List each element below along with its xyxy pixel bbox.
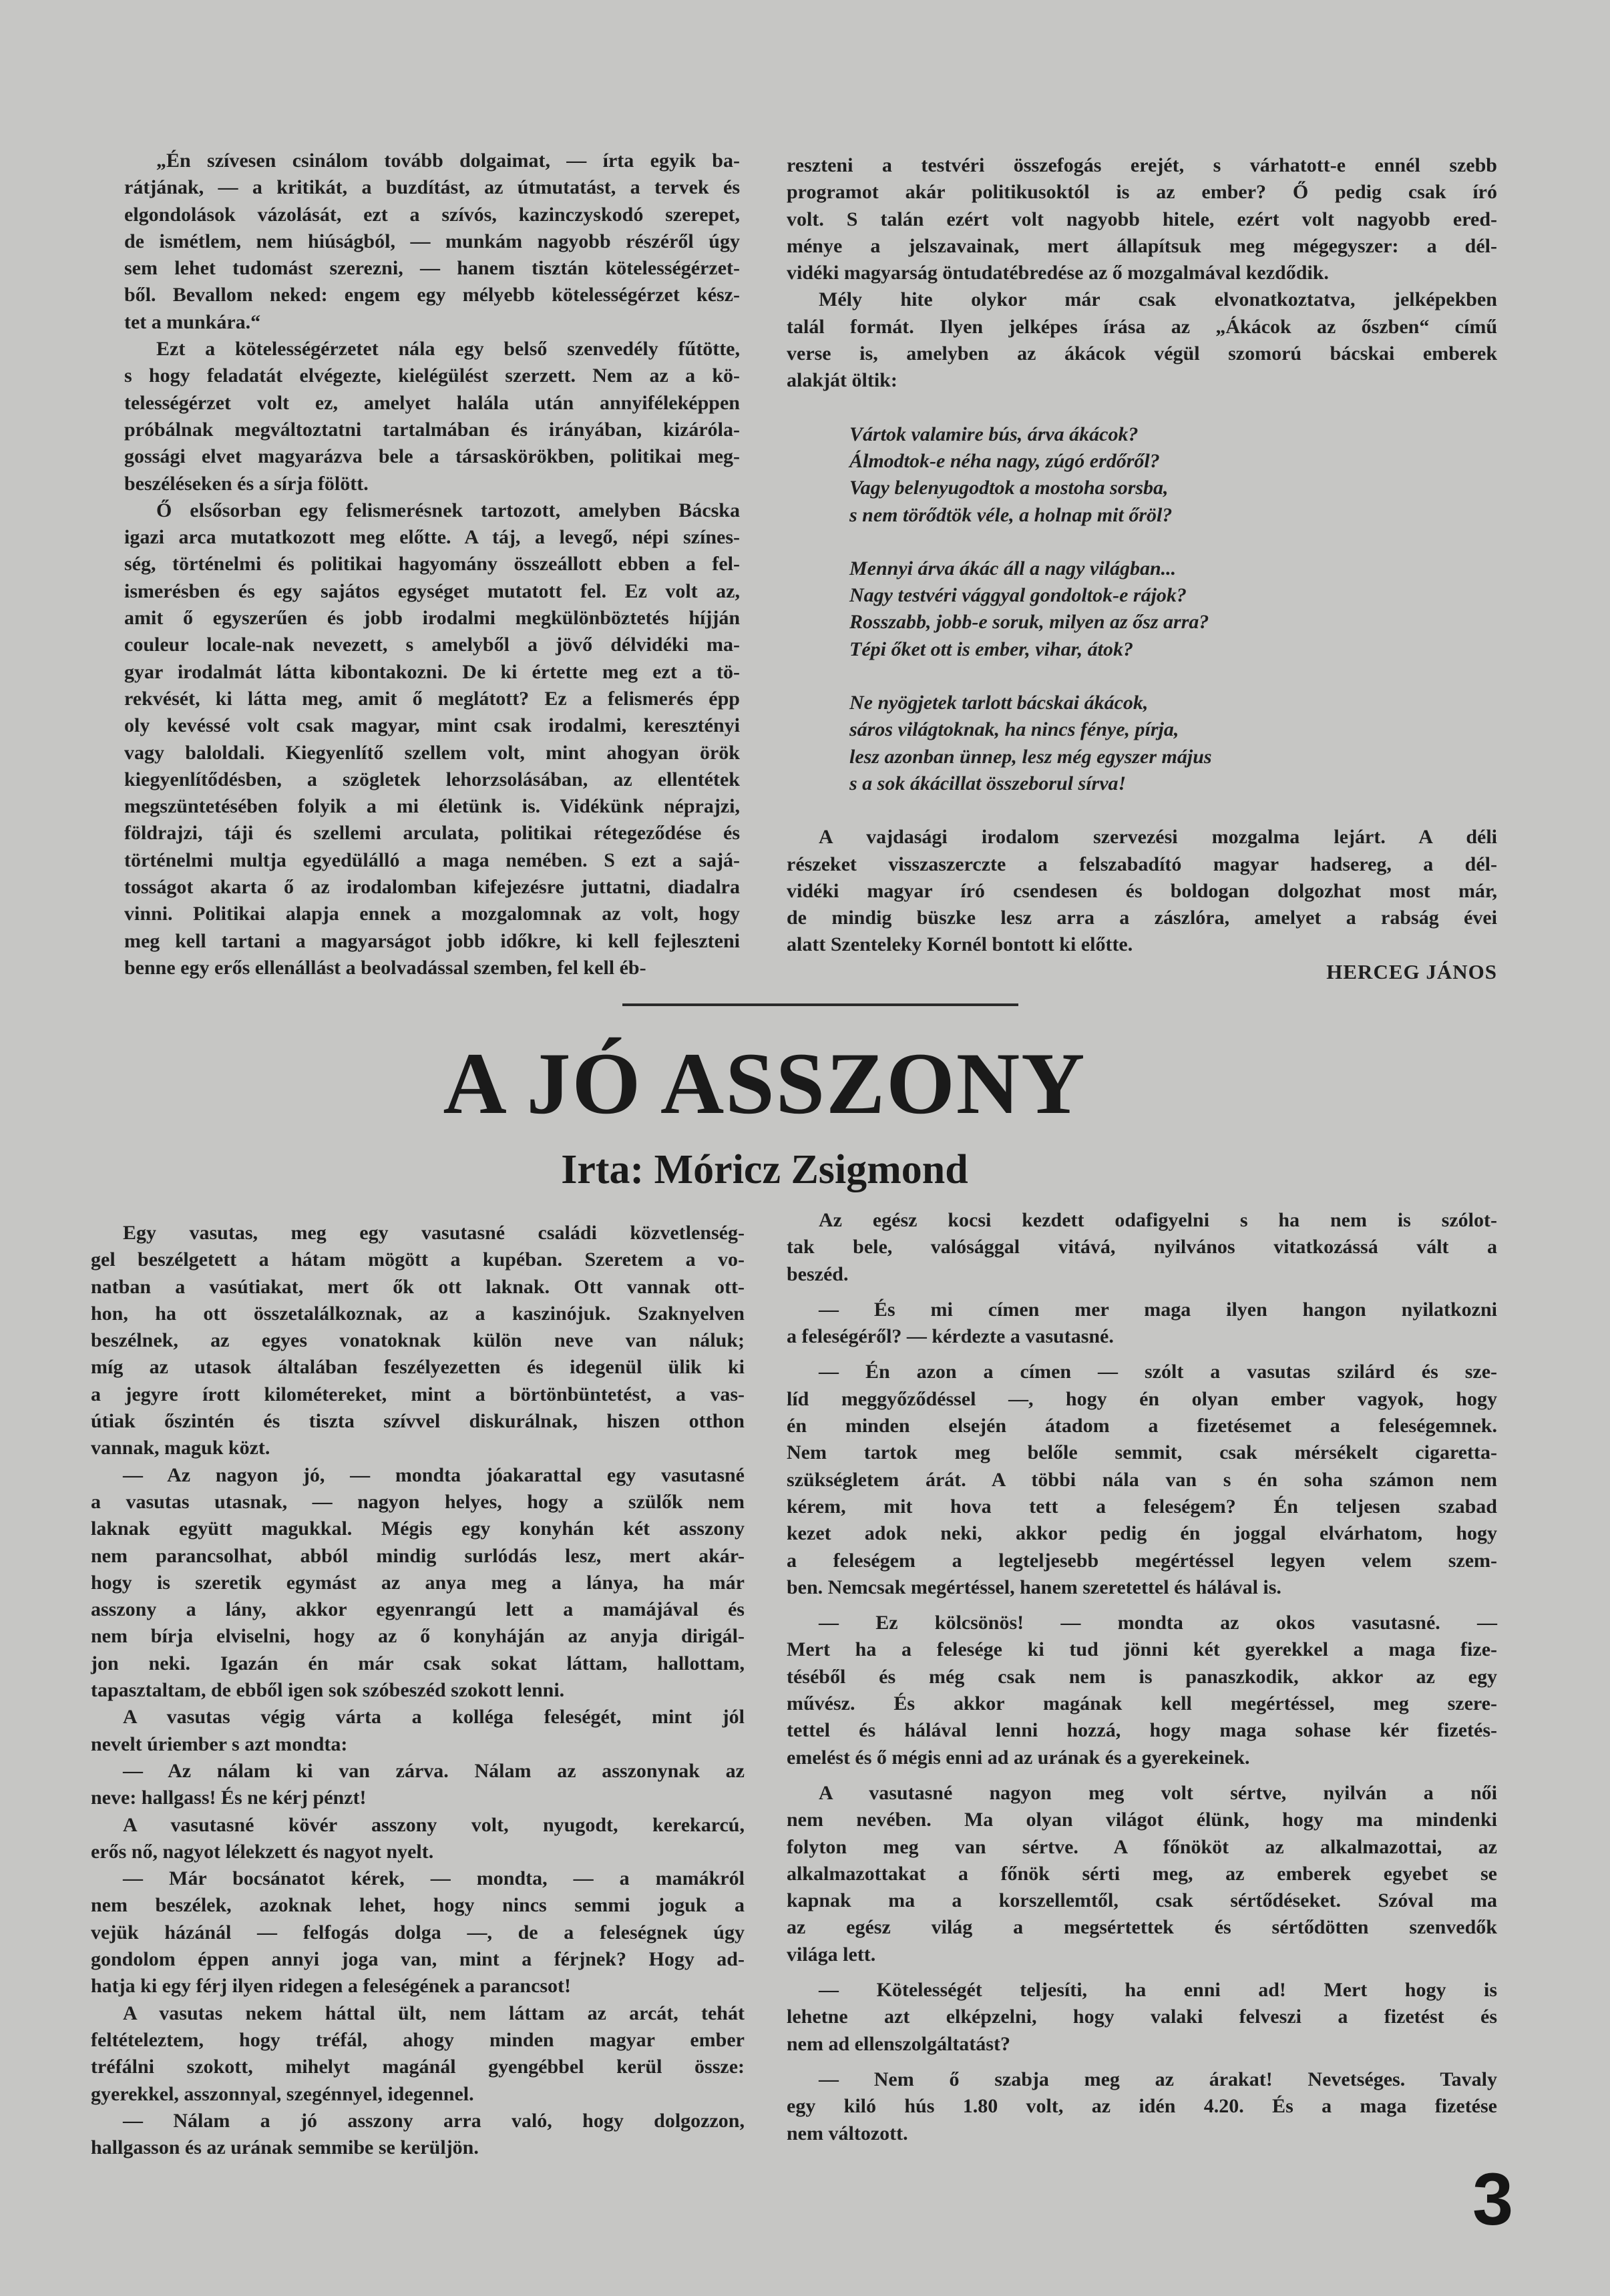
text-line: a feleségem a legteljesebb megértéssel legyen velem szem- <box>787 1549 1497 1572</box>
text-line: nem bírja elviselni, hogy az ő konyháján az anyja dirigál- <box>91 1625 745 1648</box>
text-line: s hogy feladatát elvégezte, kielégülést szerzett. Nem az a kö- <box>124 365 740 387</box>
text-line: vagy baloldali. Kiegyenlítő szellem volt, mint ahogyan örök <box>124 741 740 764</box>
text-line: gyar irodalmát látta kibontakozni. De ki értette meg ezt a tö- <box>124 660 740 683</box>
text-line: emelést és ő mégis enni ad az urának és a gyerekeinek. <box>787 1746 1250 1769</box>
text-line: telességérzet volt ez, amelyet halála után annyiféleképpen <box>124 391 740 414</box>
paragraph <box>787 152 1497 286</box>
poem-line: Tépi őket ott is ember, vihar, átok? <box>849 638 1133 660</box>
text-line: tet a munkára.“ <box>124 310 261 333</box>
text-line: — Nálam a jó asszony arra való, hogy dolgozzon, <box>123 2109 745 2132</box>
text-line: alatt Szenteleky Kornél bontott ki előtte. <box>787 933 1133 956</box>
text-line: — Nem ő szabja meg az árakat! Nevetséges. Tavaly <box>819 2068 1497 2090</box>
text-line: Mert ha a felesége ki tud jönni két gyerekkel a maga fize- <box>787 1638 1497 1661</box>
poem-line: Vagy belenyugodtok a mostoha sorsba, <box>849 477 1169 499</box>
text-line: elgondolások vázolását, ezt a szívós, kazinczyskodó szerepet, <box>124 203 740 226</box>
paragraph <box>787 1780 1497 1968</box>
text-line: de mindig büszke lesz arra a zászlóra, amelyet a rabság évei <box>787 907 1497 929</box>
paragraph <box>91 2108 745 2162</box>
text-line: Ő elsősorban egy felismerésnek tartozott, amelyben Bácska <box>156 499 740 521</box>
paragraph <box>787 1610 1497 1771</box>
text-line: asszony a lány, akkor egyenrangú lett a mamájával és <box>91 1598 745 1621</box>
text-line: alakját öltik: <box>787 369 897 392</box>
paragraph <box>91 2000 745 2108</box>
poem-line: Nagy testvéri vággyal gondoltok-e rájok? <box>849 584 1187 607</box>
text-line: líd meggyőződéssel —, hogy én olyan ember vagyok, hogy <box>787 1387 1497 1410</box>
text-line: hon, ha ott összetalálkoznak, az a kaszinójuk. Szaknyelven <box>91 1302 745 1325</box>
text-line: — És mi címen mer maga ilyen hangon nyilatkozni <box>819 1298 1497 1321</box>
article-title: A JÓ ASSZONY <box>443 1034 1086 1132</box>
text-line: vidéki magyarság öntudatébredése az ő mozgalmával kezdődik. <box>787 262 1329 284</box>
text-line: tettel és hálával lenni hozzá, hogy maga sohase kér fizetés- <box>787 1719 1497 1742</box>
poem-line: s a sok ákácillat összeborul sírva! <box>849 772 1127 794</box>
text-line: kezet adok neki, akkor pedig én joggal elvárhatom, hogy <box>787 1522 1497 1545</box>
text-line: gossági elvet magyarázva bele a társaskörökben, politikai meg- <box>124 445 740 468</box>
text-line: natban a vasútiakat, mert ők ott laknak. Ott vannak ott- <box>91 1275 745 1298</box>
text-line: Nem tartok meg belőle semmit, csak mérsékelt cigaretta- <box>787 1441 1497 1464</box>
page-number: 3 <box>1472 2158 1514 2241</box>
text-line: — Én azon a címen — szólt a vasutas szilárd és sze- <box>819 1361 1497 1383</box>
paragraph <box>91 1758 745 1812</box>
text-line: ből. Bevallom neked: engem egy mélyebb kötelességérzet kész- <box>124 284 740 306</box>
text-line: kiegyenlítődésben, a szögletek lehorzsolásában, az ellentétek <box>124 768 740 790</box>
article1-left-column <box>124 148 740 981</box>
text-line: laknak együtt magukkal. Mégis egy konyhán két asszony <box>91 1518 745 1540</box>
article2-right-column <box>787 1207 1497 2147</box>
text-line: feltételeztem, hogy tréfál, ahogy minden magyar ember <box>91 2028 745 2051</box>
paragraph <box>124 336 740 497</box>
text-line: részeket visszaszerczte a felszabadító magyar hadsereg, a dél- <box>787 853 1497 875</box>
text-line: nem változott. <box>787 2122 908 2144</box>
poem-line: Ne nyögjetek tarlott bácskai ákácok, <box>849 692 1149 714</box>
text-line: világa lett. <box>787 1943 876 1966</box>
text-line: tak bele, valósággal vitává, nyilvános vitatkozássá vált a <box>787 1236 1497 1258</box>
text-line: ben. Nemcsak megértéssel, hanem szeretettel és hálával is. <box>787 1576 1281 1598</box>
text-line: rekvését, ki látta meg, amit ő meglátott? Ez a felismerés épp <box>124 687 740 710</box>
poem-stanza <box>849 555 1497 663</box>
text-line: Ezt a kötelességérzetet nála egy belső szenvedély fűtötte, <box>156 338 740 361</box>
text-line: programot akár politikusoktól is az ember? Ő pedig csak író <box>787 181 1497 204</box>
text-line: A vasutasné nagyon meg volt sértve, nyilván a női <box>819 1781 1497 1804</box>
text-line: Egy vasutas, meg egy vasutasné családi közvetlenség- <box>123 1222 745 1244</box>
paragraph <box>787 1359 1497 1601</box>
text-line: beszéd. <box>787 1262 849 1285</box>
text-line: az egész világ a megsértettek és sértődötten szenvedők <box>787 1916 1497 1939</box>
text-line: a jegyre írott kilométereket, mint a börtönbüntetést, a vas- <box>91 1383 745 1405</box>
poem-line: s nem törődtök véle, a holnap mit őröl? <box>849 503 1173 526</box>
text-line: gyerekkel, asszonnyal, szegénnyel, idegennel. <box>91 2082 474 2105</box>
text-line: reszteni a testvéri összefogás erejét, s várhatott-e ennél szebb <box>787 154 1497 176</box>
text-line: történelmi multja egyedülálló a maga nemében. S ezt a sajá- <box>124 849 740 871</box>
text-line: művész. És akkor magának kell megértéssel, meg szere- <box>787 1692 1497 1715</box>
paragraph <box>787 824 1497 958</box>
text-line: beszéléseken és a sírja fölött. <box>124 472 369 495</box>
article2-left-column <box>91 1220 745 2161</box>
text-line: nevelt úriember s azt mondta: <box>91 1733 348 1755</box>
text-line: nem parancsolhat, abból mindig surlódás lesz, mert akár- <box>91 1544 745 1567</box>
text-line: vejük házánál — felfogás dolga —, de a feleségnek úgy <box>91 1921 745 1943</box>
article-byline: Irta: Móricz Zsigmond <box>561 1147 968 1192</box>
text-line: „Én szívesen csinálom tovább dolgaimat, — írta egyik ba- <box>156 150 740 172</box>
paragraph <box>787 286 1497 394</box>
poem-stanza <box>849 421 1497 529</box>
text-line: kapnak ma a korszellemtől, csak sértődéseket. Szóval ma <box>787 1889 1497 1912</box>
text-line: szükségletem árát. A többi nála van s én soha számon nem <box>787 1468 1497 1491</box>
poem-akacok-az-oszben <box>849 421 1497 798</box>
paragraph <box>91 1865 745 2000</box>
text-line: nem nevében. Ma olyan világot élünk, hogy ma mindenki <box>787 1809 1497 1831</box>
paragraph <box>124 497 740 981</box>
text-line: de ismétlem, nem hiúságból, — munkám nagyobb részéről úgy <box>124 230 740 252</box>
text-line: — Ez kölcsönös! — mondta az okos vasutasné. — <box>819 1612 1497 1634</box>
text-line: a feleségéről? — kérdezte a vasutasné. <box>787 1325 1114 1348</box>
text-line: A vajdasági irodalom szervezési mozgalma lejárt. A déli <box>819 826 1497 849</box>
text-line: megszüntetésében folyik a mi életünk is. Vidékünk néprajzi, <box>124 795 740 818</box>
text-line: hatja ki egy férj ilyen ridegen a feleségének a parancsot! <box>91 1975 572 1998</box>
paragraph <box>91 1812 745 1866</box>
text-line: vidéki magyar író csendesen és boldogan dolgozhat most már, <box>787 879 1497 902</box>
poem-stanza <box>849 690 1497 797</box>
paragraph <box>91 1462 745 1704</box>
text-line: — Már bocsánatot kérek, — mondta, — a mamákról <box>123 1867 745 1890</box>
article1-closing <box>787 824 1497 958</box>
text-line: erős nő, nagyot lélekzett és nagyot nyelt. <box>91 1840 434 1863</box>
text-line: tapasztaltam, de ebből igen sok szóbeszéd szokott lenni. <box>91 1679 565 1702</box>
text-line: folyton meg van sértve. A főnököt az alkalmazottai, az <box>787 1835 1497 1858</box>
poem-line: Rosszabb, jobb-e soruk, milyen az ősz arra? <box>849 611 1209 634</box>
article1-right-text <box>787 152 1497 395</box>
text-line: neve: hallgass! És ne kérj pénzt! <box>91 1787 367 1809</box>
text-line: míg az utasok általában feszélyezetten és idegenül ülik ki <box>91 1356 745 1379</box>
text-line: rátjának, — a kritikát, a buzdítást, az útmutatást, a tervek és <box>124 176 740 199</box>
text-line: gel beszélgetett a hátam mögött a kupéban. Szeretem a vo- <box>91 1248 745 1271</box>
text-line: sem lehet tudomást szerezni, — hanem tisztán kötelességérzet- <box>124 257 740 280</box>
text-line: — Az nálam ki van zárva. Nálam az asszonynak az <box>123 1759 745 1782</box>
text-line: beszélnek, az egyes vonatoknak külön neve van náluk; <box>91 1329 745 1352</box>
text-line: én minden elsején átadom a fizetésemet a feleségemnek. <box>787 1415 1497 1437</box>
text-line: kérem, mit hova tett a feleségem? Én teljesen szabad <box>787 1495 1497 1518</box>
text-line: benne egy erős ellenállást a beolvadással szemben, fel kell éb- <box>124 956 646 979</box>
text-line: — Az nagyon jó, — mondta jóakarattal egy vasutasné <box>123 1463 745 1486</box>
text-line: próbálnak megváltoztatni tartalmában és irányában, kizáróla- <box>124 418 740 441</box>
text-line: nem ad ellenszolgáltatást? <box>787 2032 1010 2055</box>
text-line: ménye a jelszavainak, mert állapítsuk meg mégegyszer: a dél- <box>787 234 1497 257</box>
text-line: Mély hite olykor már csak elvonatkoztatva, jelképekben <box>819 288 1497 311</box>
text-line: vannak, maguk közt. <box>91 1437 270 1459</box>
poem-line: lesz azonban ünnep, lesz még egyszer május <box>849 745 1212 768</box>
text-line: Az egész kocsi kezdett odafigyelni s ha nem is szólot- <box>819 1209 1497 1231</box>
text-line: földrajzi, táji és szellemi arculata, politikai rétegeződése és <box>124 822 740 845</box>
text-line: A vasutasné kövér asszony volt, nyugodt, kerekarcú, <box>123 1813 745 1836</box>
poem-line: Vártok valamire bús, árva ákácok? <box>849 423 1139 445</box>
text-line: igazi arca mutatkozott meg előtte. A táj, a levegő, népi színes- <box>124 526 740 549</box>
author-signature: HERCEG JÁNOS <box>1326 959 1497 983</box>
text-line: gondolom éppen annyi joga van, mint a férjnek? Hogy ad- <box>91 1948 745 1971</box>
poem-line: Mennyi árva ákác áll a nagy világban... <box>849 557 1177 580</box>
section-divider <box>622 1003 1018 1006</box>
text-line: meg kell tartani a magyarságot jobb időkre, ki kell fejleszteni <box>124 929 740 952</box>
text-line: volt. S talán ezért volt nagyobb hitele, ezért volt nagyobb ered- <box>787 208 1497 230</box>
text-line: lehetne azt elképzelni, hogy valaki felveszi a fizetést és <box>787 2006 1497 2028</box>
text-line: tréfálni szokott, mihelyt magánál gyengébbel kerül össze: <box>91 2056 745 2078</box>
text-line: tosságot akarta ő az irodalomban kifejezésre juttatni, diadalra <box>124 876 740 899</box>
paragraph <box>91 1220 745 1462</box>
text-line: nem beszélek, azoknak lehet, hogy nincs semmi joguk a <box>91 1894 745 1917</box>
text-line: hallgasson és az urának semmibe se kerüljön. <box>91 2136 479 2159</box>
text-line: jon neki. Igazán én már csak sokat láttam, hallottam, <box>91 1652 745 1674</box>
text-line: ség, történelmi és politikai hagyomány összeállott ebben a fel- <box>124 553 740 576</box>
paragraph <box>787 2066 1497 2147</box>
paragraph <box>787 1207 1497 1288</box>
text-line: alkalmazottakat a főnök sérti meg, az emberek egyebet se <box>787 1862 1497 1885</box>
text-line: oly kevéssé volt csak magyar, mint csak irodalmi, keresztényi <box>124 714 740 737</box>
text-line: A vasutas nekem háttal ült, nem láttam az arcát, tehát <box>123 2002 745 2024</box>
text-line: couleur locale-nak nevezett, s amelyből a jövő délvidéki ma- <box>124 634 740 656</box>
text-line: téséből és még csak nem is panaszkodik, akkor az egy <box>787 1665 1497 1688</box>
text-line: vinni. Politikai alapja ennek a mozgalomnak az volt, hogy <box>124 903 740 925</box>
paragraph <box>91 1704 745 1758</box>
text-line: verse is, amelyben az ákácok végül szomorú bácskai emberek <box>787 342 1497 365</box>
text-line: a vasutas utasnak, — nagyon helyes, hogy a szülők nem <box>91 1490 745 1513</box>
text-line: A vasutas végig várta a kolléga feleségét, mint jól <box>123 1706 745 1729</box>
text-line: talál formát. Ilyen jelképes írása az „Ákácok az őszben“ című <box>787 315 1497 338</box>
paragraph <box>787 1977 1497 2058</box>
paragraph <box>124 148 740 336</box>
text-line: amit ő egyszerűen és jobb irodalmi megkülönböztetés híjján <box>124 607 740 630</box>
text-line: egy kiló hús 1.80 volt, az idén 4.20. És a maga fizetése <box>787 2095 1497 2118</box>
text-line: ismerésben és egy sajátos egységet mutatott fel. Ez volt az, <box>124 580 740 602</box>
poem-line: Álmodtok-e néha nagy, zúgó erdőről? <box>849 449 1160 472</box>
poem-line: sáros világtoknak, ha nincs fénye, pírja, <box>849 718 1179 741</box>
text-line: — Kötelességét teljesíti, ha enni ad! Mert hogy is <box>819 1979 1497 2002</box>
article1-right-column <box>787 152 1497 985</box>
text-line: útiak őszintén és tiszta szívvel diskurálnak, hiszen otthon <box>91 1410 745 1433</box>
paragraph <box>787 1297 1497 1351</box>
text-line: hogy is szeretik egymást az anya meg a lánya, ha már <box>91 1571 745 1594</box>
